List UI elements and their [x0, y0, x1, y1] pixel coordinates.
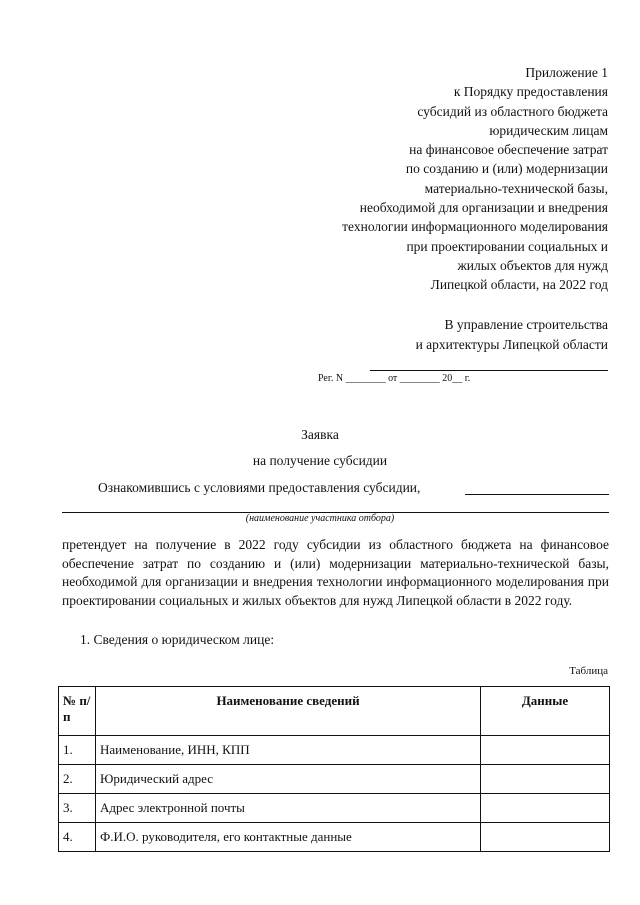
applicant-fill-line[interactable] [370, 370, 608, 371]
appendix-line: при проектировании социальных и [406, 238, 608, 254]
appendix-line: субсидий из областного бюджета [417, 103, 608, 119]
appendix-line: Приложение 1 [525, 65, 608, 80]
participant-fill-line[interactable] [465, 494, 609, 495]
row-info-name: Адрес электронной почты [96, 794, 481, 823]
section-heading-1: 1. Сведения о юридическом лице: [80, 632, 275, 647]
row-info-name: Юридический адрес [96, 765, 481, 794]
appendix-line: необходимой для организации и внедрения [359, 200, 608, 216]
document-title: Заявка [301, 427, 339, 442]
legal-entity-table [58, 686, 610, 852]
row-data-cell[interactable] [481, 765, 610, 794]
header-number: № п/п [59, 687, 96, 736]
row-number: 3. [59, 794, 96, 823]
addressee-line-1: В управление строительства [444, 317, 608, 332]
appendix-line: к Порядку предоставления [453, 84, 608, 100]
table-row [59, 736, 610, 765]
appendix-line: юридическим лицам [489, 122, 608, 138]
registration-line: Рег. N ________ от ________ 20__ г. [318, 373, 471, 384]
row-info-name: Ф.И.О. руководителя, его контактные данные [96, 823, 481, 852]
table-row [59, 823, 610, 852]
appendix-line: по созданию и (или) модернизации [405, 161, 608, 177]
row-number: 1. [59, 736, 96, 765]
row-data-cell[interactable] [481, 736, 610, 765]
appendix-line: материально-технической базы, [424, 180, 608, 196]
participant-caption: (наименование участника отбора) [245, 513, 395, 524]
appendix-line: жилых объектов для нужд [457, 257, 608, 273]
body-paragraph: претендует на получение в 2022 году субсидии из областного бюджета на финансовое обеспечение затрат по созданию и (или) модернизации материально-технической базы, необходимой для организации и внедрения технологии информационного моделирования при проектировании социальных и жилых объектов для нужд Липецкой области в 2022 году. [62, 537, 609, 608]
acquainted-text: Ознакомившись с условиями предоставления субсидии, [98, 480, 421, 495]
table-row [59, 794, 610, 823]
addressee-line-2: и архитектуры Липецкой области [415, 336, 608, 352]
addressee-block [416, 315, 608, 354]
table-row [59, 765, 610, 794]
table-label: Таблица [569, 665, 608, 677]
header-info-name: Наименование сведений [96, 687, 481, 736]
appendix-header [342, 63, 608, 295]
appendix-line: Липецкой области, на 2022 год [430, 277, 608, 293]
appendix-line: на финансовое обеспечение затрат [409, 142, 608, 158]
row-number: 2. [59, 765, 96, 794]
header-data: Данные [481, 687, 610, 736]
table-header-row [59, 687, 610, 736]
appendix-line: технологии информационного моделирования [342, 219, 608, 235]
row-number: 4. [59, 823, 96, 852]
document-subtitle: на получение субсидии [252, 453, 388, 468]
row-data-cell[interactable] [481, 823, 610, 852]
row-data-cell[interactable] [481, 794, 610, 823]
row-info-name: Наименование, ИНН, КПП [96, 736, 481, 765]
